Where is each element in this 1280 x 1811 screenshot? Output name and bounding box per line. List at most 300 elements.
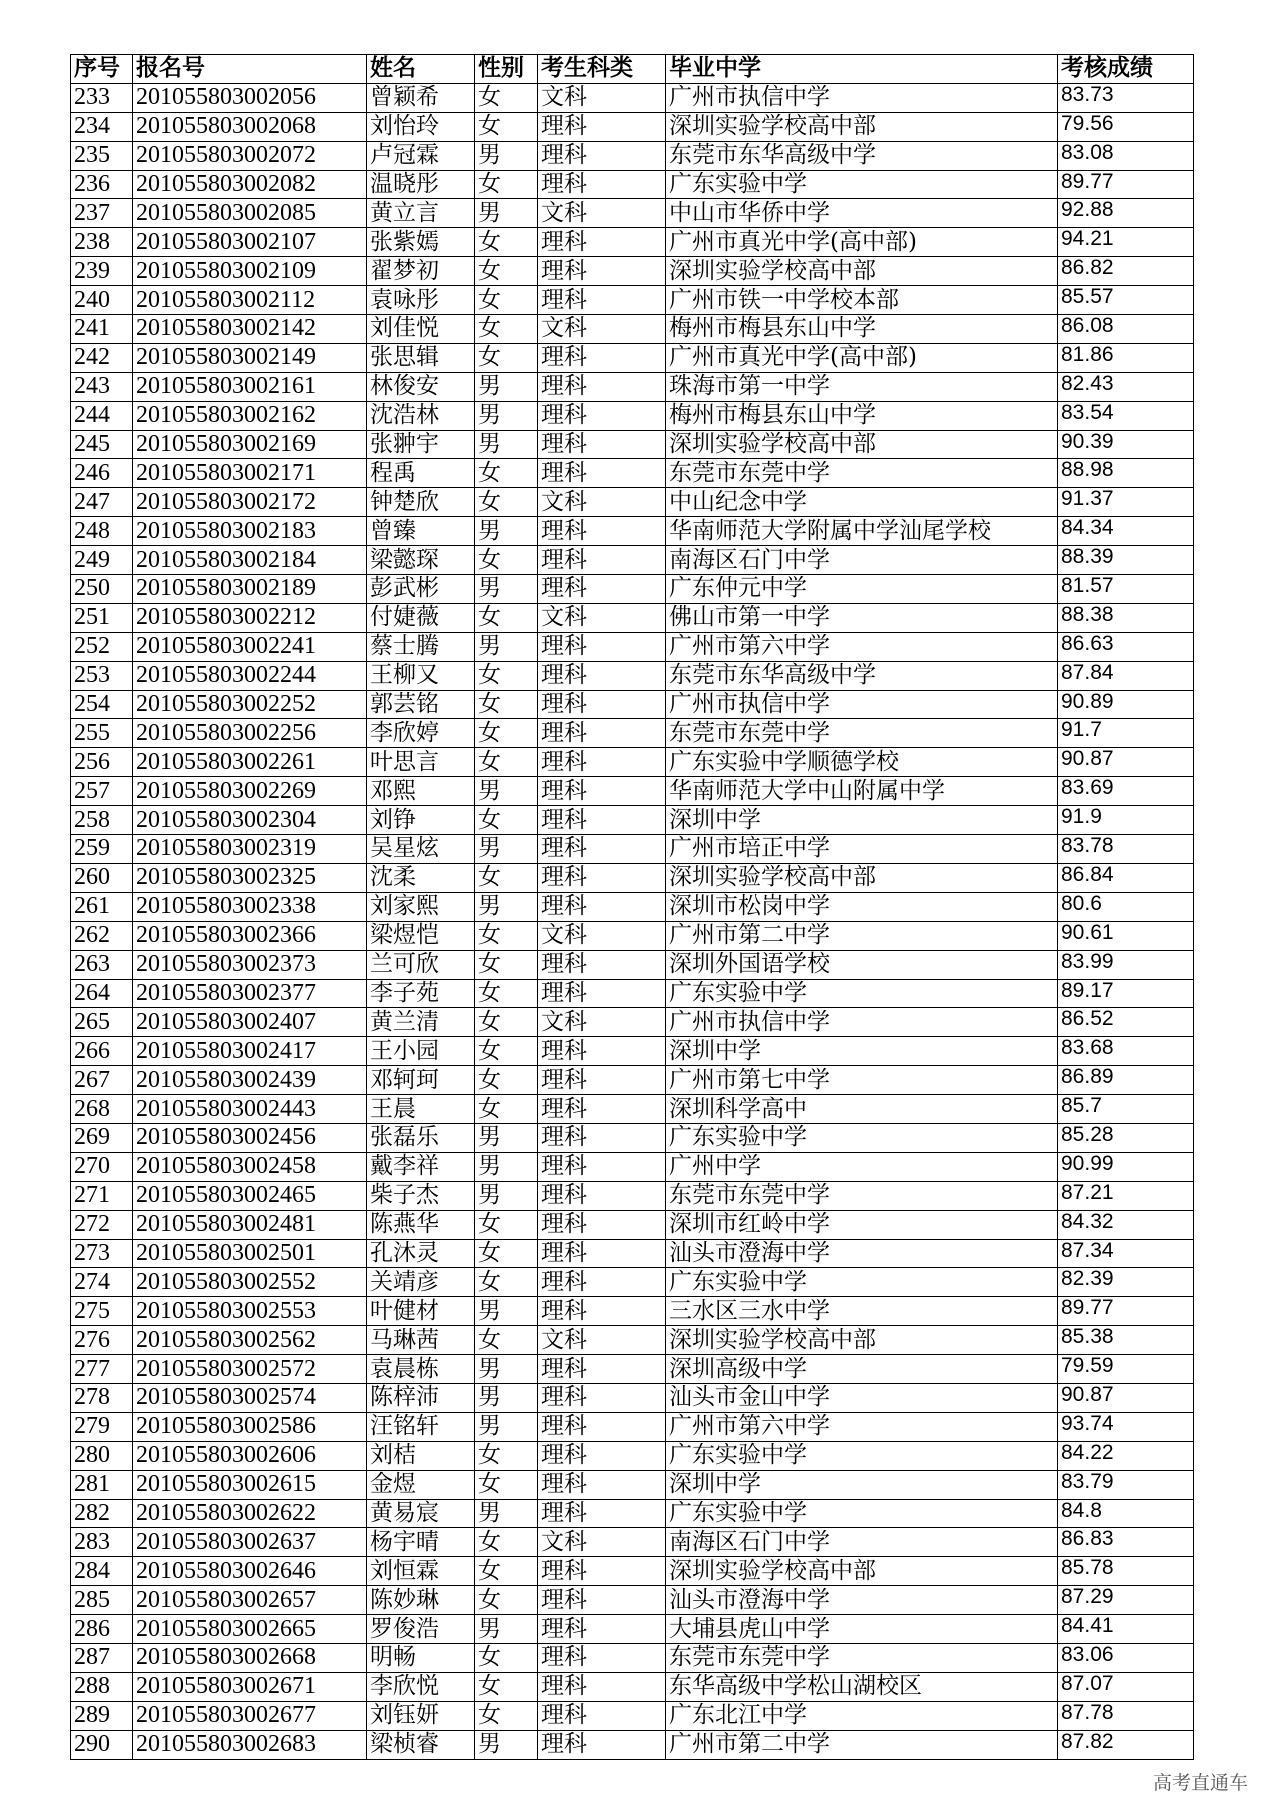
- table-row: [71, 748, 1194, 777]
- reg-no-cell: 201055803002677: [133, 1701, 367, 1730]
- school-cell: 深圳市松岗中学: [666, 892, 1058, 921]
- name-cell: 付婕薇: [367, 603, 475, 632]
- name-cell: 关靖彦: [367, 1268, 475, 1297]
- score-cell: 90.99: [1058, 1152, 1194, 1181]
- subject-cell: 理科: [538, 575, 666, 604]
- seq-cell: 285: [71, 1586, 133, 1615]
- name-cell: 翟梦初: [367, 257, 475, 286]
- seq-cell: 267: [71, 1066, 133, 1095]
- seq-cell: 239: [71, 257, 133, 286]
- seq-cell: 234: [71, 112, 133, 141]
- table-row: [71, 1672, 1194, 1701]
- header-row: [71, 55, 1194, 84]
- gender-cell: 男: [475, 517, 538, 546]
- name-cell: 袁晨栋: [367, 1355, 475, 1384]
- school-cell: 深圳实验学校高中部: [666, 1326, 1058, 1355]
- table-row: [71, 1095, 1194, 1124]
- reg-no-cell: 201055803002162: [133, 401, 367, 430]
- reg-no-cell: 201055803002572: [133, 1355, 367, 1384]
- seq-cell: 272: [71, 1210, 133, 1239]
- score-cell: 86.82: [1058, 257, 1194, 286]
- name-cell: 卢冠霖: [367, 141, 475, 170]
- name-cell: 陈梓沛: [367, 1383, 475, 1412]
- table-row: [71, 719, 1194, 748]
- name-cell: 王晨: [367, 1095, 475, 1124]
- reg-no-cell: 201055803002338: [133, 892, 367, 921]
- school-cell: 广东北江中学: [666, 1701, 1058, 1730]
- table-row: [71, 1412, 1194, 1441]
- score-cell: 86.63: [1058, 632, 1194, 661]
- table-row: [71, 777, 1194, 806]
- school-cell: 广州市第七中学: [666, 1066, 1058, 1095]
- gender-cell: 女: [475, 83, 538, 112]
- gender-cell: 女: [475, 719, 538, 748]
- reg-no-cell: 201055803002319: [133, 835, 367, 864]
- score-cell: 88.38: [1058, 603, 1194, 632]
- subject-cell: 文科: [538, 315, 666, 344]
- header-reg-no: 报名号: [133, 55, 367, 84]
- seq-cell: 254: [71, 690, 133, 719]
- name-cell: 袁咏彤: [367, 286, 475, 315]
- subject-cell: 理科: [538, 430, 666, 459]
- seq-cell: 249: [71, 546, 133, 575]
- seq-cell: 252: [71, 632, 133, 661]
- school-cell: 广东实验中学: [666, 979, 1058, 1008]
- seq-cell: 270: [71, 1152, 133, 1181]
- score-cell: 89.17: [1058, 979, 1194, 1008]
- subject-cell: 理科: [538, 1037, 666, 1066]
- school-cell: 广州市执信中学: [666, 83, 1058, 112]
- school-cell: 广东实验中学顺德学校: [666, 748, 1058, 777]
- school-cell: 广东实验中学: [666, 1441, 1058, 1470]
- reg-no-cell: 201055803002439: [133, 1066, 367, 1095]
- subject-cell: 理科: [538, 1123, 666, 1152]
- name-cell: 黄易宸: [367, 1499, 475, 1528]
- subject-cell: 理科: [538, 517, 666, 546]
- reg-no-cell: 201055803002244: [133, 661, 367, 690]
- reg-no-cell: 201055803002671: [133, 1672, 367, 1701]
- name-cell: 明畅: [367, 1643, 475, 1672]
- school-cell: 南海区石门中学: [666, 546, 1058, 575]
- subject-cell: 文科: [538, 1008, 666, 1037]
- gender-cell: 女: [475, 1643, 538, 1672]
- seq-cell: 248: [71, 517, 133, 546]
- subject-cell: 理科: [538, 1066, 666, 1095]
- name-cell: 刘恒霖: [367, 1557, 475, 1586]
- score-cell: 87.78: [1058, 1701, 1194, 1730]
- subject-cell: 理科: [538, 1586, 666, 1615]
- score-cell: 92.88: [1058, 199, 1194, 228]
- gender-cell: 男: [475, 141, 538, 170]
- seq-cell: 253: [71, 661, 133, 690]
- score-cell: 87.34: [1058, 1239, 1194, 1268]
- gender-cell: 女: [475, 228, 538, 257]
- gender-cell: 女: [475, 950, 538, 979]
- reg-no-cell: 201055803002586: [133, 1412, 367, 1441]
- school-cell: 东莞市东莞中学: [666, 1181, 1058, 1210]
- reg-no-cell: 201055803002606: [133, 1441, 367, 1470]
- subject-cell: 文科: [538, 1528, 666, 1557]
- name-cell: 王柳又: [367, 661, 475, 690]
- gender-cell: 女: [475, 1095, 538, 1124]
- reg-no-cell: 201055803002109: [133, 257, 367, 286]
- subject-cell: 理科: [538, 286, 666, 315]
- reg-no-cell: 201055803002657: [133, 1586, 367, 1615]
- name-cell: 李子苑: [367, 979, 475, 1008]
- school-cell: 深圳实验学校高中部: [666, 1557, 1058, 1586]
- name-cell: 温晓彤: [367, 170, 475, 199]
- score-cell: 90.87: [1058, 1383, 1194, 1412]
- score-cell: 90.87: [1058, 748, 1194, 777]
- subject-cell: 理科: [538, 1095, 666, 1124]
- subject-cell: 理科: [538, 1441, 666, 1470]
- gender-cell: 女: [475, 1586, 538, 1615]
- score-cell: 85.38: [1058, 1326, 1194, 1355]
- gender-cell: 女: [475, 315, 538, 344]
- score-cell: 81.86: [1058, 343, 1194, 372]
- reg-no-cell: 201055803002373: [133, 950, 367, 979]
- seq-cell: 274: [71, 1268, 133, 1297]
- gender-cell: 女: [475, 1557, 538, 1586]
- seq-cell: 238: [71, 228, 133, 257]
- name-cell: 梁桢睿: [367, 1730, 475, 1759]
- subject-cell: 文科: [538, 488, 666, 517]
- table-row: [71, 921, 1194, 950]
- reg-no-cell: 201055803002212: [133, 603, 367, 632]
- reg-no-cell: 201055803002407: [133, 1008, 367, 1037]
- reg-no-cell: 201055803002056: [133, 83, 367, 112]
- school-cell: 中山纪念中学: [666, 488, 1058, 517]
- subject-cell: 文科: [538, 199, 666, 228]
- reg-no-cell: 201055803002241: [133, 632, 367, 661]
- school-cell: 广东仲元中学: [666, 575, 1058, 604]
- header-subject: 考生科类: [538, 55, 666, 84]
- score-cell: 88.98: [1058, 459, 1194, 488]
- table-row: [71, 228, 1194, 257]
- subject-cell: 理科: [538, 112, 666, 141]
- name-cell: 汪铭轩: [367, 1412, 475, 1441]
- score-cell: 85.7: [1058, 1095, 1194, 1124]
- reg-no-cell: 201055803002615: [133, 1470, 367, 1499]
- table-row: [71, 1355, 1194, 1384]
- table-row: [71, 835, 1194, 864]
- score-cell: 86.08: [1058, 315, 1194, 344]
- gender-cell: 男: [475, 372, 538, 401]
- gender-cell: 女: [475, 661, 538, 690]
- table-row: [71, 488, 1194, 517]
- seq-cell: 269: [71, 1123, 133, 1152]
- seq-cell: 275: [71, 1297, 133, 1326]
- school-cell: 东莞市东华高级中学: [666, 661, 1058, 690]
- score-cell: 89.77: [1058, 170, 1194, 199]
- table-row: [71, 1123, 1194, 1152]
- score-cell: 82.39: [1058, 1268, 1194, 1297]
- school-cell: 广州市执信中学: [666, 690, 1058, 719]
- name-cell: 刘铮: [367, 806, 475, 835]
- subject-cell: 文科: [538, 83, 666, 112]
- reg-no-cell: 201055803002085: [133, 199, 367, 228]
- score-cell: 91.7: [1058, 719, 1194, 748]
- table-row: [71, 83, 1194, 112]
- subject-cell: 理科: [538, 372, 666, 401]
- name-cell: 杨宇晴: [367, 1528, 475, 1557]
- score-cell: 86.83: [1058, 1528, 1194, 1557]
- seq-cell: 289: [71, 1701, 133, 1730]
- school-cell: 东莞市东华高级中学: [666, 141, 1058, 170]
- reg-no-cell: 201055803002456: [133, 1123, 367, 1152]
- table-row: [71, 1557, 1194, 1586]
- subject-cell: 理科: [538, 632, 666, 661]
- gender-cell: 男: [475, 1499, 538, 1528]
- subject-cell: 理科: [538, 950, 666, 979]
- gender-cell: 女: [475, 546, 538, 575]
- seq-cell: 251: [71, 603, 133, 632]
- score-cell: 80.6: [1058, 892, 1194, 921]
- name-cell: 陈妙琳: [367, 1586, 475, 1615]
- gender-cell: 女: [475, 1326, 538, 1355]
- school-cell: 汕头市澄海中学: [666, 1239, 1058, 1268]
- seq-cell: 233: [71, 83, 133, 112]
- school-cell: 南海区石门中学: [666, 1528, 1058, 1557]
- subject-cell: 理科: [538, 257, 666, 286]
- reg-no-cell: 201055803002553: [133, 1297, 367, 1326]
- seq-cell: 241: [71, 315, 133, 344]
- seq-cell: 255: [71, 719, 133, 748]
- reg-no-cell: 201055803002082: [133, 170, 367, 199]
- score-cell: 87.82: [1058, 1730, 1194, 1759]
- seq-cell: 284: [71, 1557, 133, 1586]
- school-cell: 广州市第六中学: [666, 632, 1058, 661]
- school-cell: 广州中学: [666, 1152, 1058, 1181]
- subject-cell: 理科: [538, 1672, 666, 1701]
- reg-no-cell: 201055803002683: [133, 1730, 367, 1759]
- school-cell: 深圳外国语学校: [666, 950, 1058, 979]
- seq-cell: 277: [71, 1355, 133, 1384]
- gender-cell: 男: [475, 632, 538, 661]
- score-cell: 93.74: [1058, 1412, 1194, 1441]
- name-cell: 叶思言: [367, 748, 475, 777]
- gender-cell: 男: [475, 892, 538, 921]
- score-cell: 85.78: [1058, 1557, 1194, 1586]
- name-cell: 罗俊浩: [367, 1615, 475, 1644]
- school-cell: 广州市执信中学: [666, 1008, 1058, 1037]
- name-cell: 刘桔: [367, 1441, 475, 1470]
- reg-no-cell: 201055803002325: [133, 863, 367, 892]
- school-cell: 广州市培正中学: [666, 835, 1058, 864]
- seq-cell: 280: [71, 1441, 133, 1470]
- reg-no-cell: 201055803002072: [133, 141, 367, 170]
- gender-cell: 男: [475, 1730, 538, 1759]
- header-seq: 序号: [71, 55, 133, 84]
- table-row: [71, 1297, 1194, 1326]
- table-row: [71, 112, 1194, 141]
- seq-cell: 257: [71, 777, 133, 806]
- school-cell: 广州市第二中学: [666, 921, 1058, 950]
- subject-cell: 理科: [538, 1470, 666, 1499]
- seq-cell: 281: [71, 1470, 133, 1499]
- gender-cell: 女: [475, 1008, 538, 1037]
- reg-no-cell: 201055803002443: [133, 1095, 367, 1124]
- school-cell: 大埔县虎山中学: [666, 1615, 1058, 1644]
- reg-no-cell: 201055803002169: [133, 430, 367, 459]
- watermark: 高考直通车: [1152, 1772, 1248, 1794]
- gender-cell: 女: [475, 806, 538, 835]
- reg-no-cell: 201055803002458: [133, 1152, 367, 1181]
- school-cell: 珠海市第一中学: [666, 372, 1058, 401]
- reg-no-cell: 201055803002646: [133, 1557, 367, 1586]
- table-row: [71, 372, 1194, 401]
- name-cell: 梁懿琛: [367, 546, 475, 575]
- name-cell: 郭芸铭: [367, 690, 475, 719]
- school-cell: 广东实验中学: [666, 1268, 1058, 1297]
- seq-cell: 278: [71, 1383, 133, 1412]
- table-row: [71, 863, 1194, 892]
- reg-no-cell: 201055803002377: [133, 979, 367, 1008]
- seq-cell: 286: [71, 1615, 133, 1644]
- table-row: [71, 1730, 1194, 1759]
- table-row: [71, 1181, 1194, 1210]
- name-cell: 黄兰清: [367, 1008, 475, 1037]
- school-cell: 梅州市梅县东山中学: [666, 401, 1058, 430]
- subject-cell: 理科: [538, 835, 666, 864]
- seq-cell: 260: [71, 863, 133, 892]
- subject-cell: 理科: [538, 1557, 666, 1586]
- school-cell: 东莞市东莞中学: [666, 719, 1058, 748]
- score-cell: 83.79: [1058, 1470, 1194, 1499]
- name-cell: 马琳茜: [367, 1326, 475, 1355]
- school-cell: 广州市真光中学(高中部): [666, 343, 1058, 372]
- school-cell: 深圳科学高中: [666, 1095, 1058, 1124]
- table-row: [71, 315, 1194, 344]
- seq-cell: 236: [71, 170, 133, 199]
- name-cell: 孔沐灵: [367, 1239, 475, 1268]
- seq-cell: 268: [71, 1095, 133, 1124]
- seq-cell: 265: [71, 1008, 133, 1037]
- subject-cell: 文科: [538, 1326, 666, 1355]
- score-cell: 86.52: [1058, 1008, 1194, 1037]
- score-cell: 83.69: [1058, 777, 1194, 806]
- table-row: [71, 459, 1194, 488]
- name-cell: 刘怡玲: [367, 112, 475, 141]
- name-cell: 黄立言: [367, 199, 475, 228]
- school-cell: 汕头市金山中学: [666, 1383, 1058, 1412]
- score-cell: 90.39: [1058, 430, 1194, 459]
- gender-cell: 女: [475, 1701, 538, 1730]
- table-row: [71, 1470, 1194, 1499]
- seq-cell: 288: [71, 1672, 133, 1701]
- table-row: [71, 199, 1194, 228]
- gender-cell: 男: [475, 575, 538, 604]
- school-cell: 东华高级中学松山湖校区: [666, 1672, 1058, 1701]
- reg-no-cell: 201055803002562: [133, 1326, 367, 1355]
- score-cell: 91.9: [1058, 806, 1194, 835]
- score-cell: 84.41: [1058, 1615, 1194, 1644]
- header-score: 考核成绩: [1058, 55, 1194, 84]
- name-cell: 李欣悦: [367, 1672, 475, 1701]
- score-cell: 89.77: [1058, 1297, 1194, 1326]
- school-cell: 华南师范大学中山附属中学: [666, 777, 1058, 806]
- name-cell: 叶健材: [367, 1297, 475, 1326]
- school-cell: 广州市第六中学: [666, 1412, 1058, 1441]
- gender-cell: 男: [475, 1123, 538, 1152]
- score-cell: 83.06: [1058, 1643, 1194, 1672]
- name-cell: 刘佳悦: [367, 315, 475, 344]
- school-cell: 广州市铁一中学校本部: [666, 286, 1058, 315]
- subject-cell: 理科: [538, 401, 666, 430]
- subject-cell: 理科: [538, 1297, 666, 1326]
- score-cell: 83.99: [1058, 950, 1194, 979]
- reg-no-cell: 201055803002107: [133, 228, 367, 257]
- score-cell: 84.32: [1058, 1210, 1194, 1239]
- reg-no-cell: 201055803002574: [133, 1383, 367, 1412]
- score-cell: 87.29: [1058, 1586, 1194, 1615]
- table-row: [71, 1586, 1194, 1615]
- subject-cell: 文科: [538, 603, 666, 632]
- reg-no-cell: 201055803002481: [133, 1210, 367, 1239]
- score-cell: 86.89: [1058, 1066, 1194, 1095]
- score-cell: 82.43: [1058, 372, 1194, 401]
- name-cell: 曾臻: [367, 517, 475, 546]
- score-cell: 79.59: [1058, 1355, 1194, 1384]
- subject-cell: 理科: [538, 979, 666, 1008]
- seq-cell: 247: [71, 488, 133, 517]
- name-cell: 钟楚欣: [367, 488, 475, 517]
- gender-cell: 男: [475, 1615, 538, 1644]
- seq-cell: 258: [71, 806, 133, 835]
- table-row: [71, 1499, 1194, 1528]
- reg-no-cell: 201055803002552: [133, 1268, 367, 1297]
- reg-no-cell: 201055803002068: [133, 112, 367, 141]
- subject-cell: 理科: [538, 690, 666, 719]
- table-row: [71, 1210, 1194, 1239]
- reg-no-cell: 201055803002183: [133, 517, 367, 546]
- subject-cell: 理科: [538, 1355, 666, 1384]
- subject-cell: 理科: [538, 748, 666, 777]
- score-cell: 83.54: [1058, 401, 1194, 430]
- name-cell: 李欣婷: [367, 719, 475, 748]
- table-row: [71, 343, 1194, 372]
- table-row: [71, 1037, 1194, 1066]
- name-cell: 戴李祥: [367, 1152, 475, 1181]
- gender-cell: 女: [475, 1470, 538, 1499]
- subject-cell: 理科: [538, 1499, 666, 1528]
- school-cell: 深圳高级中学: [666, 1355, 1058, 1384]
- reg-no-cell: 201055803002622: [133, 1499, 367, 1528]
- seq-cell: 242: [71, 343, 133, 372]
- name-cell: 程禹: [367, 459, 475, 488]
- gender-cell: 男: [475, 430, 538, 459]
- school-cell: 深圳实验学校高中部: [666, 112, 1058, 141]
- gender-cell: 女: [475, 1239, 538, 1268]
- gender-cell: 男: [475, 835, 538, 864]
- seq-cell: 266: [71, 1037, 133, 1066]
- school-cell: 三水区三水中学: [666, 1297, 1058, 1326]
- reg-no-cell: 201055803002465: [133, 1181, 367, 1210]
- subject-cell: 理科: [538, 1239, 666, 1268]
- score-cell: 87.21: [1058, 1181, 1194, 1210]
- table-row: [71, 950, 1194, 979]
- subject-cell: 理科: [538, 1152, 666, 1181]
- seq-cell: 290: [71, 1730, 133, 1759]
- subject-cell: 理科: [538, 459, 666, 488]
- score-cell: 91.37: [1058, 488, 1194, 517]
- school-cell: 梅州市梅县东山中学: [666, 315, 1058, 344]
- reg-no-cell: 201055803002172: [133, 488, 367, 517]
- reg-no-cell: 201055803002366: [133, 921, 367, 950]
- reg-no-cell: 201055803002149: [133, 343, 367, 372]
- gender-cell: 男: [475, 777, 538, 806]
- name-cell: 刘钰妍: [367, 1701, 475, 1730]
